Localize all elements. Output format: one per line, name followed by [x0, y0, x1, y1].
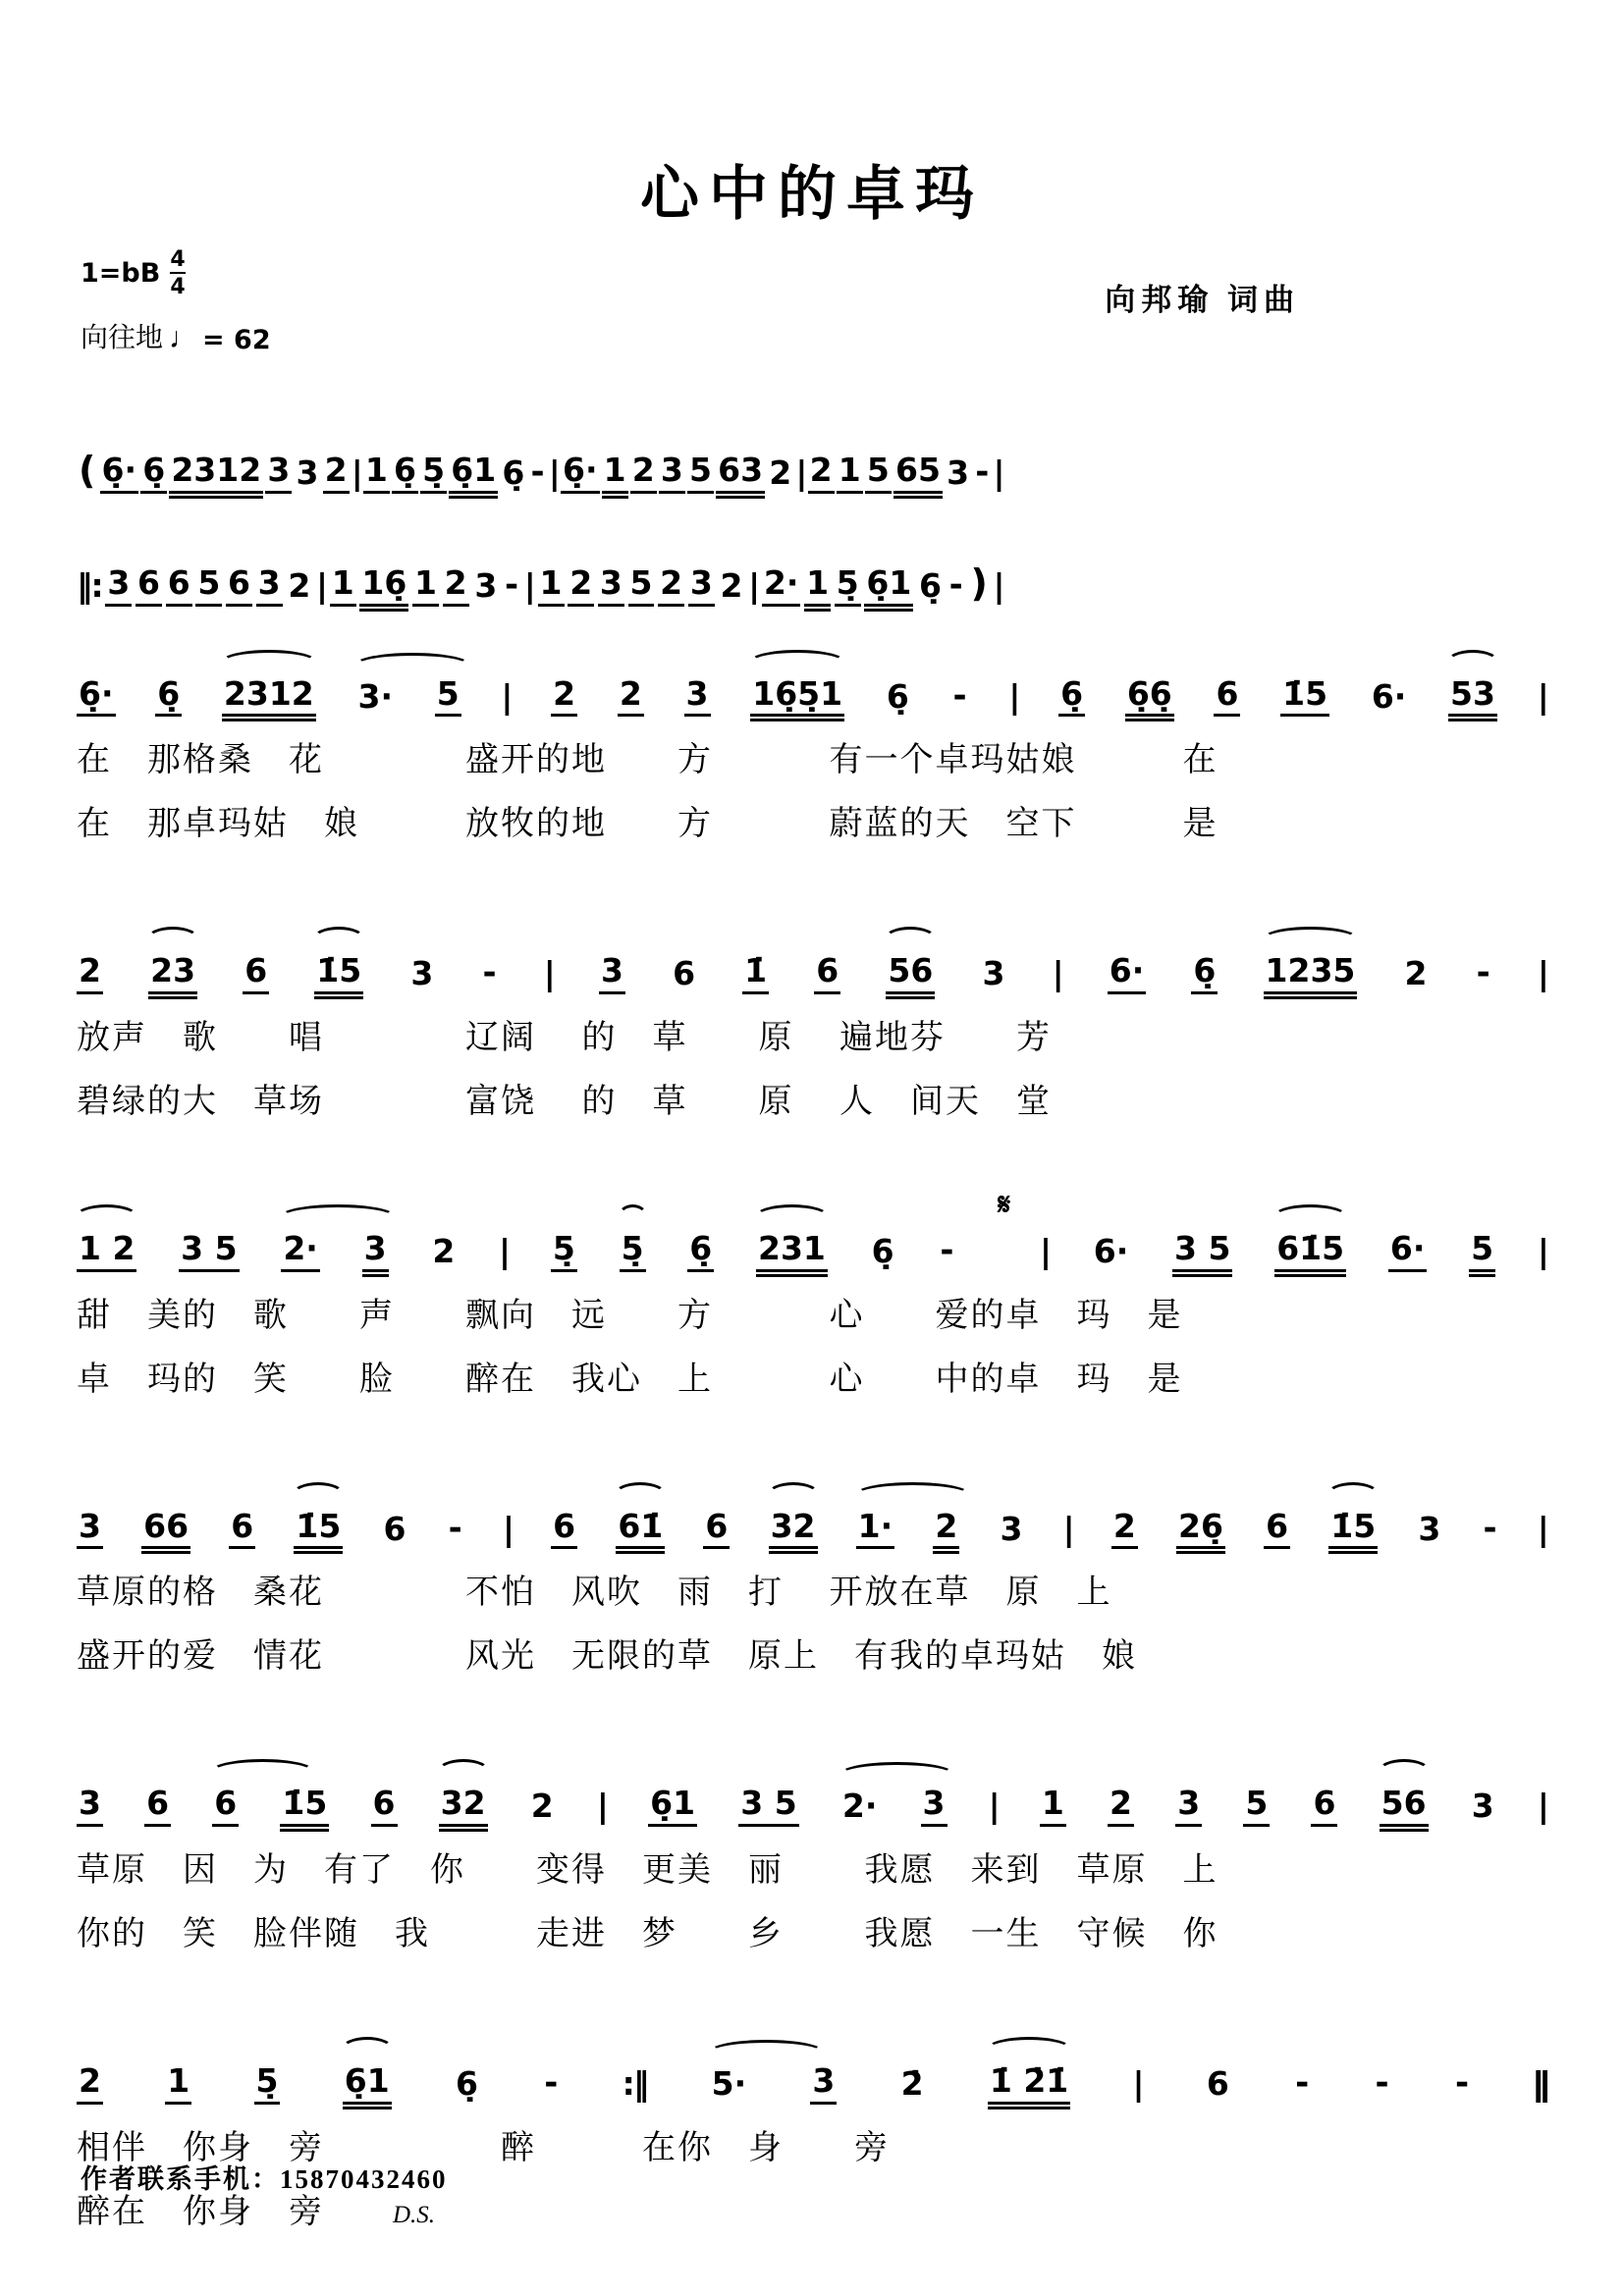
- note-group: 6̣1: [648, 1787, 697, 1827]
- note-group: 3: [1418, 1509, 1441, 1548]
- note-group: 6̣·: [561, 454, 600, 494]
- note-group: 2: [530, 1787, 554, 1826]
- note-group: 3: [256, 566, 283, 607]
- system-2: [77, 519, 1547, 607]
- duration-dash: -: [1483, 1508, 1497, 1548]
- system-7: [77, 1741, 1547, 1954]
- lyric-line-2: 你的 笑 脸伴随 我 走进 梦 乡 我愿 一生 守候 你: [77, 1915, 1218, 1952]
- note-group: 6: [551, 1510, 577, 1550]
- note-group: 6̣: [919, 566, 942, 606]
- barline: |: [548, 454, 559, 493]
- note-group: 6̣1: [343, 2064, 392, 2105]
- note-group: 5: [687, 454, 714, 494]
- meter-denominator: 4: [170, 272, 185, 299]
- note-group: 32: [769, 1510, 818, 1550]
- note-group: 5̣: [254, 2064, 281, 2105]
- notation-line: [77, 632, 1547, 718]
- note-group: 2: [432, 1232, 456, 1271]
- note-group: 3: [474, 566, 498, 606]
- note-group: 6: [144, 1787, 171, 1827]
- note-group: 1235: [1264, 954, 1358, 994]
- note-group: 6: [243, 954, 269, 994]
- barline: |: [1537, 1232, 1547, 1271]
- note-group: 1̇5: [314, 954, 363, 994]
- note-group: 3: [265, 454, 292, 494]
- duration-dash: -: [530, 453, 545, 493]
- note-group: 3: [1471, 1787, 1494, 1826]
- note-group: 6: [383, 1509, 406, 1548]
- note-group: 6: [1206, 2063, 1229, 2103]
- ds-mark: D.S.: [393, 2201, 436, 2228]
- note-group: 1: [804, 566, 831, 607]
- system-8: [77, 2019, 1550, 2232]
- note-group: 2: [551, 677, 577, 718]
- note-group: 5: [1469, 1232, 1495, 1272]
- system-1: [77, 406, 1547, 494]
- barline: ‖: [1531, 2063, 1550, 2103]
- barline: |: [1008, 676, 1019, 716]
- barline: |: [795, 454, 806, 493]
- note-group: 5: [865, 454, 892, 494]
- note-group: 61̇5: [1274, 1232, 1346, 1272]
- note-group: 1̇: [742, 954, 769, 994]
- duration-dash: -: [1476, 953, 1490, 993]
- barline: |: [596, 1787, 607, 1826]
- note-group: 6: [1311, 1787, 1337, 1827]
- note-group: 5̣: [551, 1232, 577, 1272]
- duration-dash: -: [504, 565, 519, 606]
- note-group: 2: [77, 954, 103, 994]
- note-group: 2: [1404, 954, 1428, 993]
- note-group: 6̣: [455, 2063, 478, 2103]
- barline: :‖: [622, 2063, 648, 2103]
- note-group: 1: [602, 454, 628, 494]
- note-group: 6̣1: [864, 566, 913, 607]
- system-3: [77, 632, 1547, 845]
- song-title: 心中的卓玛: [640, 162, 984, 227]
- note-group: 2: [443, 566, 469, 607]
- note-group: 3: [410, 954, 434, 993]
- note-group: 6̣6̣: [1125, 677, 1174, 718]
- barline: |: [1537, 1787, 1547, 1826]
- barline: |: [748, 566, 759, 606]
- note-group: 16̣: [359, 566, 408, 607]
- note-group: 3·: [357, 676, 393, 716]
- duration-dash: -: [1375, 2062, 1389, 2103]
- barline: |: [988, 1787, 999, 1826]
- note-group: 2: [1108, 1787, 1134, 1827]
- note-group: 66: [141, 1510, 190, 1550]
- note-group: 6̣: [155, 677, 182, 718]
- note-group: 6: [226, 566, 252, 607]
- duration-dash: -: [448, 1508, 462, 1548]
- note-group: 1: [363, 454, 390, 494]
- barline: |: [502, 1509, 513, 1548]
- note-group: 6̣: [392, 454, 418, 494]
- meter-numerator: 4: [170, 247, 186, 272]
- note-group: 6: [814, 954, 840, 994]
- note-group: 1̇5: [1328, 1510, 1378, 1550]
- note-group: 6̣: [502, 454, 525, 493]
- note-group: 6·: [1093, 1232, 1129, 1271]
- note-group: 2: [568, 566, 594, 607]
- note-group: 1̇5: [294, 1510, 343, 1550]
- notation-line: [77, 406, 1003, 494]
- note-group: 6·: [1108, 954, 1147, 994]
- duration-dash: -: [952, 675, 967, 716]
- note-group: 1 2: [77, 1232, 136, 1272]
- note-group: 3: [362, 1232, 389, 1272]
- lyric-line-2: 卓 玛的 笑 脸 醉在 我心 上 心 中的卓 玛 是: [77, 1361, 1183, 1398]
- note-group: 3 5: [1172, 1232, 1232, 1272]
- duration-dash: -: [975, 453, 990, 493]
- notation-line: [77, 2019, 1550, 2105]
- note-group: 1·: [856, 1510, 895, 1550]
- note-group: 3 5: [179, 1232, 239, 1272]
- note-group: 5·: [711, 2063, 747, 2103]
- duration-dash: -: [1295, 2062, 1310, 2103]
- note-group: 16̣5̣1: [750, 677, 844, 718]
- note-group: 3: [982, 954, 1005, 993]
- note-group: 65: [893, 454, 943, 494]
- note-group: 6̣: [687, 1232, 714, 1272]
- lyric-line-1: 甜 美的 歌 声 飘向 远 方 心 爱的卓 玛 是: [77, 1297, 1183, 1334]
- note-group: 5: [628, 566, 655, 607]
- note-group: 63: [716, 454, 765, 494]
- barline: |: [993, 454, 1003, 493]
- lyric-line-2: 盛开的爱 情花 风光 无限的草 原上 有我的卓玛姑 娘: [77, 1638, 1137, 1676]
- note-group: 6̣: [871, 1232, 894, 1271]
- note-group: 5: [435, 677, 461, 718]
- note-group: 1: [412, 566, 439, 607]
- tempo-value: = 62: [202, 325, 271, 355]
- note-group: 1̇5: [280, 1787, 329, 1827]
- barline: |: [523, 566, 534, 606]
- notation-line: 1 2 3 5 2· 3 2 | 5̣ 5̣ 6̣ 231 6̣ - 𝄋 | 6· 3 5 61̇5 6· 5 |: [79, 1188, 1547, 1271]
- note-group: 2: [933, 1510, 959, 1550]
- note-group: 2: [1111, 1510, 1138, 1550]
- note-group: 3: [598, 566, 624, 607]
- note-group: 6̣: [1058, 677, 1085, 718]
- note-group: 3: [688, 566, 715, 607]
- note-group: 2312: [169, 454, 263, 494]
- note-group: 23: [148, 954, 197, 994]
- notation-line: [77, 909, 1547, 994]
- note-group: 2: [288, 566, 311, 606]
- note-group: 2: [720, 566, 743, 606]
- note-group: 61̇: [616, 1510, 665, 1550]
- note-group: 2: [618, 677, 644, 718]
- expression-text: 向往地: [81, 323, 164, 353]
- note-group: 2: [323, 454, 350, 494]
- barline: |: [1537, 676, 1547, 716]
- note-group: 3: [1000, 1509, 1023, 1548]
- tempo-marking: [81, 316, 271, 355]
- note-group: 6: [212, 1787, 239, 1827]
- barline: |: [501, 676, 512, 716]
- note-group: 1: [538, 566, 565, 607]
- note-group: 2̇: [900, 2063, 924, 2103]
- note-group: 6̣: [140, 454, 167, 494]
- barline: |: [1052, 954, 1062, 993]
- quarter-note-icon: ♩: [169, 322, 199, 354]
- note-group: 1: [330, 566, 356, 607]
- duration-dash: -: [544, 2062, 559, 2103]
- note-group: 6̣: [886, 676, 909, 716]
- system-6: [77, 1465, 1547, 1678]
- notation-line: [77, 519, 1003, 607]
- note-group: 2: [77, 2064, 103, 2105]
- note-group: 26̣: [1176, 1510, 1225, 1550]
- note-group: 2: [658, 566, 684, 607]
- note-group: 5: [1243, 1787, 1270, 1827]
- note-group: 6: [703, 1510, 730, 1550]
- note-group: 53: [1448, 677, 1497, 718]
- contact-footer: 作者联系手机：15870432460: [81, 2164, 448, 2194]
- note-group: 5̣: [620, 1232, 646, 1272]
- barline: |: [1537, 954, 1547, 993]
- meta-row: [0, 240, 1624, 397]
- note-group: 6: [166, 566, 192, 607]
- note-group: 5̣: [420, 454, 447, 494]
- parenthesis: ): [970, 561, 988, 605]
- system-5: [77, 1187, 1547, 1400]
- note-group: 231: [756, 1232, 828, 1272]
- key-signature: [81, 247, 186, 300]
- note-group: 6·: [1371, 676, 1407, 716]
- barline: |: [1537, 1509, 1547, 1548]
- notation-line: [77, 1741, 1547, 1827]
- barline: |: [1132, 2063, 1143, 2103]
- note-group: 3: [921, 1787, 947, 1827]
- note-group: 32: [439, 1787, 488, 1827]
- lyric-line-1: 在 那格桑 花 盛开的地 方 有一个卓玛姑娘 在: [77, 742, 1218, 779]
- note-group: 3: [659, 454, 685, 494]
- note-group: 3: [77, 1787, 103, 1827]
- note-group: 2·: [281, 1232, 320, 1272]
- note-group: 56: [886, 954, 935, 994]
- note-group: 6·: [1388, 1232, 1428, 1272]
- note-group: 2: [630, 454, 657, 494]
- lyric-line-1: 放声 歌 唱 辽阔 的 草 原 遍地芬 芳: [77, 1020, 1052, 1057]
- parenthesis: (: [79, 449, 96, 492]
- note-group: 3: [77, 1510, 103, 1550]
- note-group: 3: [599, 954, 625, 994]
- lyric-line-1: 相伴 你身 旁 醉 在你 身 旁: [77, 2129, 890, 2166]
- note-group: 3: [810, 2064, 837, 2105]
- note-group: 56: [1380, 1787, 1429, 1827]
- note-group: 3: [105, 566, 132, 607]
- lyric-line-2: 在 那卓玛姑 娘 放牧的地 方 蔚蓝的天 空下 是: [77, 806, 1218, 843]
- note-group: 2·: [762, 566, 801, 607]
- note-group: 1̇5: [1280, 677, 1329, 718]
- note-group: 2312: [222, 677, 316, 718]
- system-4: [77, 909, 1547, 1122]
- note-group: 6̣1: [449, 454, 498, 494]
- note-group: 6: [1214, 677, 1240, 718]
- barline: |: [1062, 1509, 1073, 1548]
- time-signature: [170, 247, 185, 300]
- barline: |: [1039, 1232, 1051, 1271]
- barline: |: [499, 1232, 510, 1271]
- note-group: 6: [371, 1787, 398, 1827]
- lyric-line-2: 碧绿的大 草场 富饶 的 草 原 人 间天 堂: [77, 1084, 1052, 1121]
- barline: |: [543, 954, 554, 993]
- note-group: 2: [769, 454, 792, 493]
- lyric-line-2: 醉在 你身 旁 D.S.: [77, 2193, 436, 2230]
- duration-dash: -: [940, 1231, 954, 1271]
- duration-dash: -: [948, 565, 963, 606]
- key-label: 1=bB: [81, 258, 161, 290]
- lyric-line-1: 草原 因 为 有了 你 变得 更美 丽 我愿 来到 草原 上: [77, 1851, 1218, 1889]
- note-group: 2·: [841, 1787, 878, 1826]
- duration-dash: -: [482, 953, 497, 993]
- note-group: 6: [673, 954, 696, 993]
- note-group: 6: [229, 1510, 255, 1550]
- notation-line: [77, 1465, 1547, 1550]
- note-group: 5̣: [835, 566, 861, 607]
- note-group: 6̣·: [77, 677, 116, 718]
- note-group: 3: [684, 677, 711, 718]
- note-group: 3: [296, 454, 319, 493]
- note-group: 6̣·: [100, 454, 139, 494]
- note-group: 3: [1175, 1787, 1202, 1827]
- note-group: 2: [808, 454, 835, 494]
- note-group: 1: [837, 454, 863, 494]
- note-group: 3: [947, 454, 970, 493]
- note-group: 5: [195, 566, 222, 607]
- score: [0, 397, 1624, 2232]
- note-group: 6: [135, 566, 162, 607]
- note-group: 6̣: [1191, 954, 1218, 994]
- barline: ‖:: [77, 566, 102, 606]
- note-group: 3 5: [738, 1787, 798, 1827]
- note-group: 1: [1040, 1787, 1066, 1827]
- note-group: 1̇ 2̇1̇: [988, 2064, 1070, 2105]
- note-group: 6: [1264, 1510, 1290, 1550]
- barline: |: [315, 566, 327, 606]
- note-group: 1: [165, 2064, 191, 2105]
- composer-credit: 向邦瑜 词曲: [1105, 283, 1300, 317]
- barline: |: [351, 454, 361, 493]
- lyric-line-1: 草原的格 桑花 不怕 风吹 雨 打 开放在草 原 上: [77, 1575, 1112, 1612]
- duration-dash: -: [1454, 2062, 1470, 2103]
- barline: |: [993, 566, 1003, 606]
